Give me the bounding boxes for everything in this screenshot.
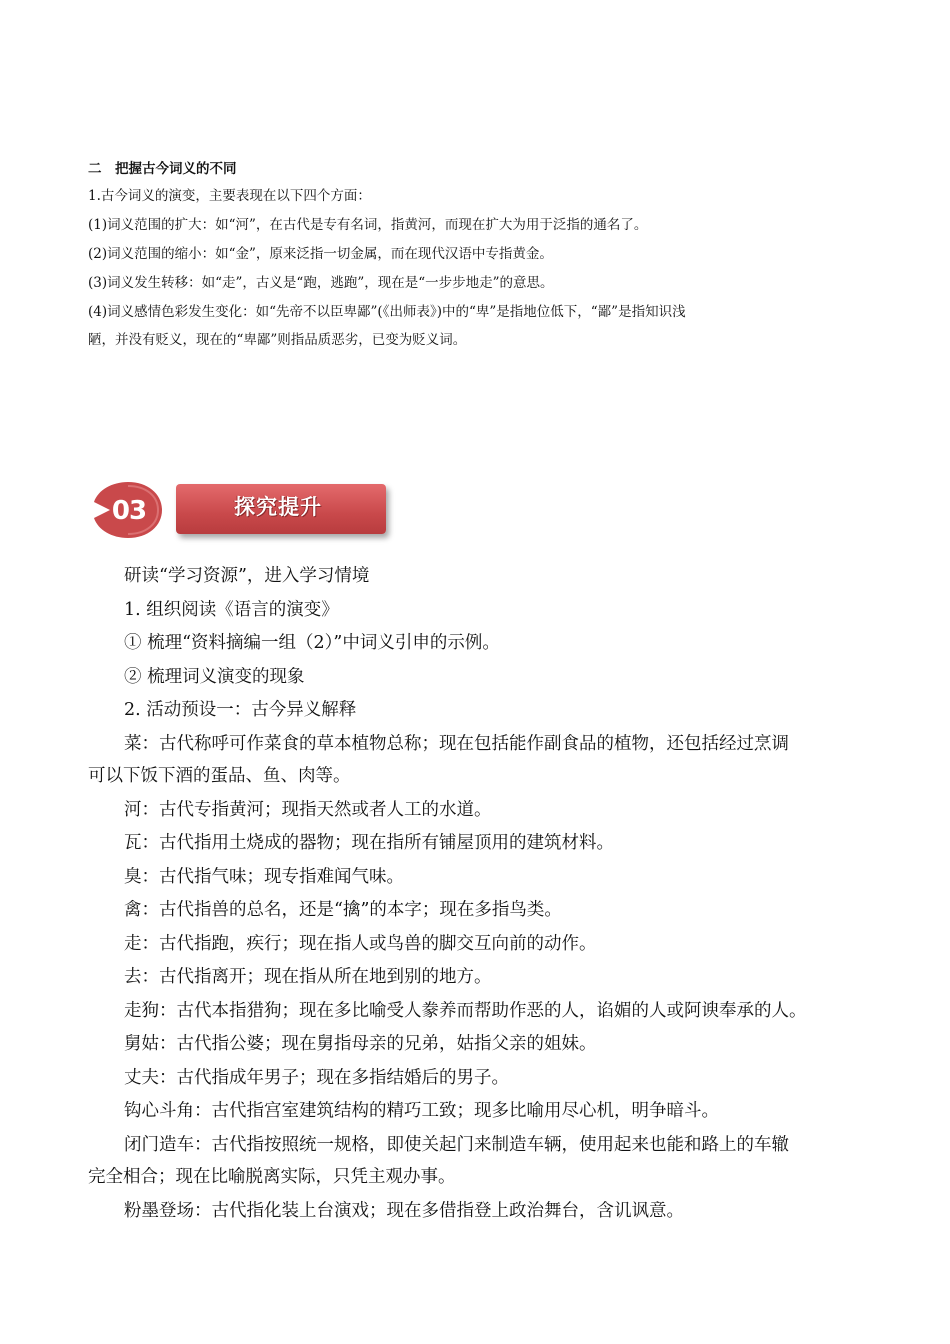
section-two: [88, 160, 878, 355]
list-item-continuation: 陋，并没有贬义，现在的“卑鄙”则指品质恶劣，已变为贬义词。: [88, 332, 467, 348]
paragraph: 瓦：古代指用土烧成的器物；现在指所有铺屋顶用的建筑材料。: [124, 833, 614, 853]
section-badge: [90, 480, 395, 552]
paragraph-continuation: 完全相合；现在比喻脱离实际，只凭主观办事。: [88, 1167, 456, 1187]
paragraph: 闭门造车：古代指按照统一规格，即使关起门来制造车辆，使用起来也能和路上的车辙: [124, 1134, 789, 1155]
paragraph: 研读“学习资源”，进入学习情境: [124, 566, 370, 586]
paragraph: 钩心斗角：古代指宫室建筑结构的精巧工致；现多比喻用尽心机，明争暗斗。: [124, 1101, 719, 1121]
paragraph: 1. 组织阅读《语言的演变》: [124, 599, 339, 620]
paragraph: 走：古代指跑，疾行；现在指人或鸟兽的脚交互向前的动作。: [124, 933, 597, 954]
paragraph: 舅姑：古代指公婆；现在舅指母亲的兄弟，姑指父亲的姐妹。: [124, 1034, 597, 1054]
section-three: [88, 560, 868, 1228]
paragraph: 河：古代专指黄河；现指天然或者人工的水道。: [124, 799, 492, 820]
section-heading: 二 把握古今词义的不同: [88, 161, 237, 177]
paragraph: 臭：古代指气味；现专指难闻气味。: [124, 866, 404, 887]
paragraph: 禽：古代指兽的总名，还是“擒”的本字；现在多指鸟类。: [124, 900, 562, 920]
paragraph: 去：古代指离开；现在指从所在地到别的地方。: [124, 967, 492, 987]
paragraph: 走狗：古代本指猎狗；现在多比喻受人豢养而帮助作恶的人，谄媚的人或阿谀奉承的人。: [124, 1000, 807, 1021]
badge-number: 03: [111, 496, 147, 526]
paragraph: 菜：古代称呼可作菜食的草本植物总称；现在包括能作副食品的植物，还包括经过烹调: [124, 733, 789, 754]
badge-title: 探究提升: [234, 495, 322, 519]
list-item: (4)词义感情色彩发生变化：如“先帝不以臣卑鄙”(《出师表》)中的“卑”是指地位低下，“鄙”是指知识浅: [88, 304, 686, 320]
paragraph: 丈夫：古代指成年男子；现在多指结婚后的男子。: [124, 1067, 509, 1088]
section-intro: 1.古今词义的演变，主要表现在以下四个方面：: [88, 188, 371, 204]
paragraph: ① 梳理“资料摘编一组（2）”中词义引申的示例。: [124, 633, 500, 653]
paragraph: 粉墨登场：古代指化装上台演戏；现在多借指登上政治舞台，含讥讽意。: [124, 1200, 684, 1221]
paragraph-continuation: 可以下饭下酒的蛋品、鱼、肉等。: [88, 766, 351, 786]
paragraph: 2. 活动预设一：古今异义解释: [124, 700, 357, 720]
list-item: (3)词义发生转移：如“走”，古义是“跑，逃跑”，现在是“一步步地走”的意思。: [88, 275, 554, 291]
paragraph: ② 梳理词义演变的现象: [124, 666, 305, 687]
list-item: (2)词义范围的缩小：如“金”，原来泛指一切金属，而在现代汉语中专指黄金。: [88, 246, 553, 262]
list-item: (1)词义范围的扩大：如“河”，在古代是专有名词，指黄河，而现在扩大为用于泛指的通名了。: [88, 217, 648, 233]
